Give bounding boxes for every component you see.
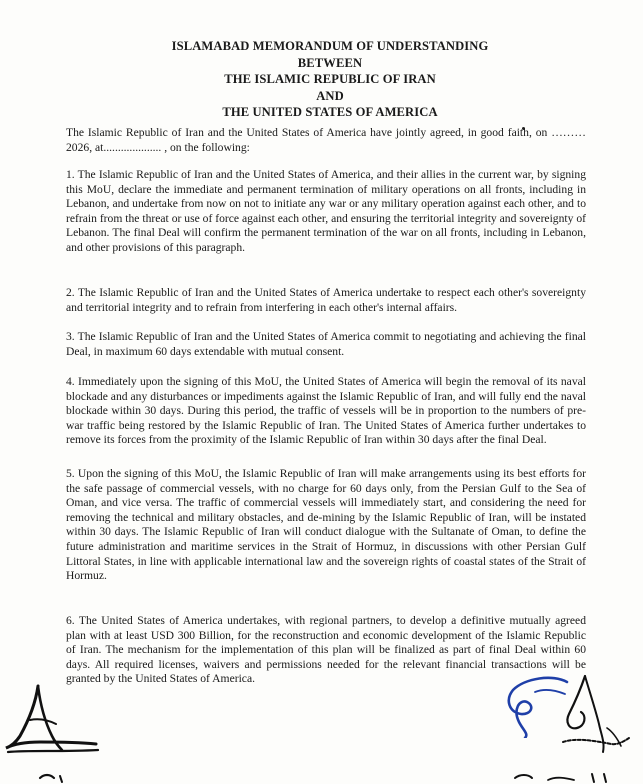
document-title	[60, 38, 600, 121]
paragraph-1: 1. The Islamic Republic of Iran and the United States of America, and their allies in the current war, by signing this MoU, declare the immediate and permanent termination of military operations on all fronts, including in Lebanon, and undertake from now on not to initiate any war or any military operation against each other, and to refrain from the threat or use of force against each other, and ensuring the territorial integrity and sovereignty of Lebanon. The final Deal will confirm the permanent termination of the war on all fronts, including in Lebanon, and other provisions of this paragraph.	[66, 168, 586, 254]
signature-right-black	[555, 668, 635, 758]
title-line-2: BETWEEN	[297, 55, 363, 70]
title-line-5: THE UNITED STATES OF AMERICA	[222, 105, 438, 119]
title-line-3: THE ISLAMIC REPUBLIC OF IRAN	[224, 72, 436, 86]
paragraph-3: 3. The Islamic Republic of Iran and the United States of America commit to negotiating and achieving the final Deal, in maximum 60 days extendable with mutual consent.	[66, 330, 586, 358]
signature-left	[0, 680, 110, 760]
paragraph-5: 5. Upon the signing of this MoU, the Islamic Republic of Iran will make arrangements using its best efforts for the safe passage of commercial vessels, with no charge for 60 days only, from the Persian Gulf to the Sea of Oman, and vice versa. The traffic of commercial vessels will immediately start, and considering the need for removing the technical and military obstacles, and de-mining by the Islamic Republic of Iran, will be instated within 30 days. The Islamic Republic of Iran will conduct dialogue with the Sultanate of Oman, to define the future administration and maritime services in the Strait of Hormuz, in discussions with other Persian Gulf Littoral States, in line with applicable international law and the sovereign rights of coastal states of the Strait of Hormuz.	[66, 467, 586, 583]
title-line-1: ISLAMABAD MEMORANDUM OF UNDERSTANDING	[171, 39, 489, 53]
bottom-edge-marks	[0, 764, 643, 784]
paragraph-2: 2. The Islamic Republic of Iran and the United States of America undertake to respect each other's sovereignty and territorial integrity and to refrain from interfering in each other's internal affairs.	[66, 286, 586, 314]
paragraph-4: 4. Immediately upon the signing of this MoU, the United States of America will begin the removal of its naval blockade and any disturbances or impediments against the Islamic Republic of Iran, and will fully end the naval blockade within 30 days. During this period, the traffic of vessels will be in proportion to the numbers of pre-war traffic being restored by the Islamic Republic of Iran. The United States of America further undertakes to remove its forces from the proximity of the Islamic Republic of Iran within 30 days after the final Deal.	[66, 375, 586, 447]
paragraph-6: 6. The United States of America undertakes, with regional partners, to develop a definitive mutually agreed plan with at least USD 300 Billion, for the reconstruction and economic development of the Islamic Republic of Iran. The mechanism for the implementation of this plan will be finalized as part of final Deal within 60 days. All required licenses, waivers and permissions needed for the relevant financial transactions will be granted by the United States of America.	[66, 614, 586, 686]
title-line-4: AND	[316, 88, 344, 103]
intro-paragraph: The Islamic Republic of Iran and the United States of America have jointly agreed, in good faith, on ……… 2026, at.................... , on the following:	[66, 126, 586, 154]
